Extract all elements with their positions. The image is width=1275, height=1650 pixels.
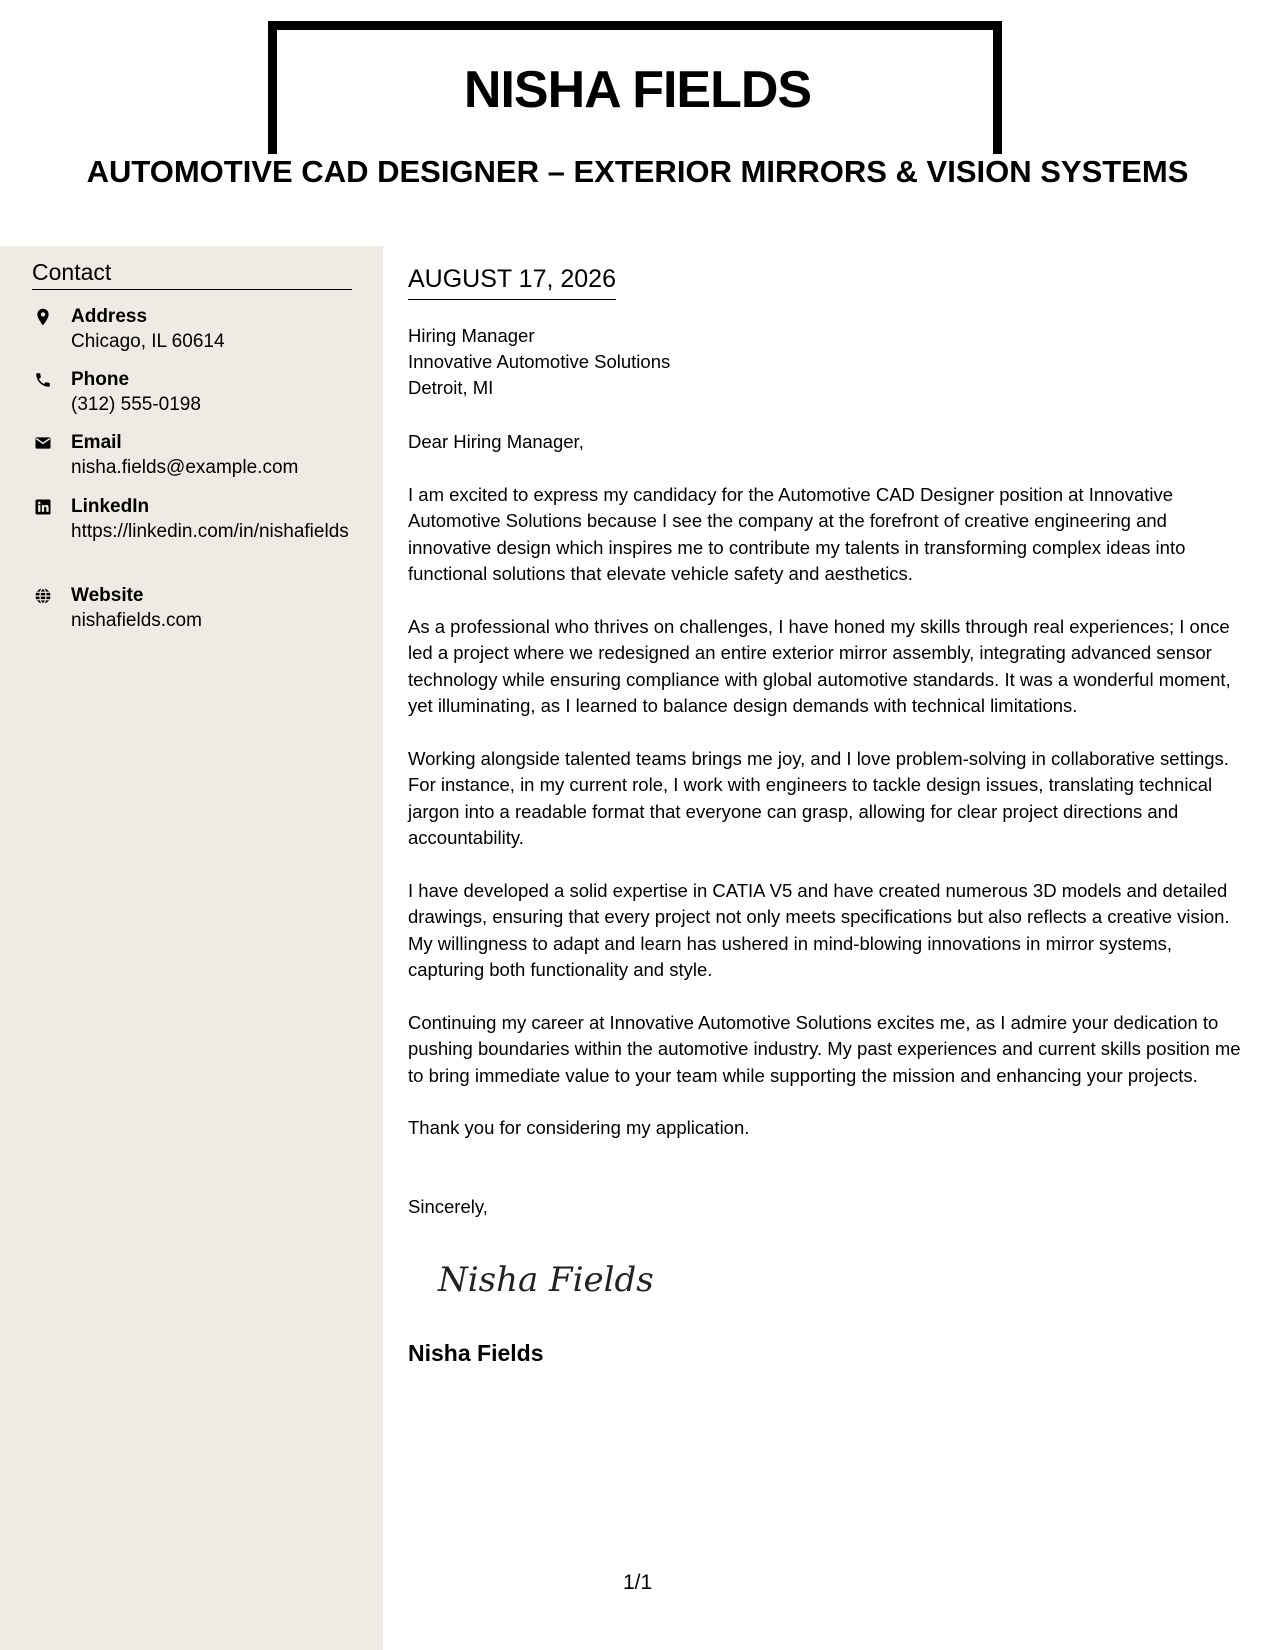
- handwritten-signature: [434, 1253, 664, 1305]
- page-number: 1/1: [623, 1571, 653, 1594]
- map-pin-icon: [34, 308, 52, 326]
- signature-text: Nisha Fields: [438, 1260, 654, 1300]
- linkedin-icon: [34, 498, 52, 516]
- job-title: AUTOMOTIVE CAD DESIGNER – EXTERIOR MIRRORS & VISION SYSTEMS: [86, 154, 1189, 189]
- phone-icon: [34, 371, 52, 389]
- phone-value: (312) 555-0198: [71, 394, 201, 415]
- signer-name: Nisha Fields: [408, 1340, 544, 1366]
- recipient-line: Innovative Automotive Solutions: [408, 351, 671, 372]
- contact-heading: Contact: [32, 259, 352, 290]
- address-label: Address: [71, 306, 148, 327]
- body-paragraph: As a professional who thrives on challenges, I have honed my skills through real experiences; I once led a project where we redesigned an entire exterior mirror assembly, integrating advanced sensor technology while ensuring compliance with global automotive standards. It was a wonderful moment, yet illuminating, as I learned to balance design demands with technical limitations.: [408, 615, 1231, 716]
- closing: Sincerely,: [408, 1196, 488, 1217]
- phone-label: Phone: [71, 369, 130, 390]
- email-value: nisha.fields@example.com: [71, 457, 299, 478]
- email-label: Email: [71, 432, 122, 453]
- body-paragraph: I have developed a solid expertise in CATIA V5 and have created numerous 3D models and detailed drawings, ensuring that every project not only meets specifications but also reflects a creative vision. My willingness to adapt and learn has ushered in mind-blowing innovations in mirror systems, capturing both functionality and style.: [408, 879, 1230, 980]
- website-label: Website: [71, 585, 144, 606]
- globe-icon: [34, 587, 52, 605]
- recipient-line: Hiring Manager: [408, 325, 535, 346]
- body-paragraph: Thank you for considering my application.: [408, 1117, 750, 1138]
- recipient-line: Detroit, MI: [408, 377, 494, 398]
- body-paragraph: I am excited to express my candidacy for the Automotive CAD Designer position at Innovative Automotive Solutions because I see the company at the forefront of creative engineering and innovative design which inspires me to contribute my talents in transforming complex ideas into functional solutions that elevate vehicle safety and aesthetics.: [408, 483, 1186, 584]
- envelope-icon: [34, 434, 52, 452]
- letter-body: [408, 429, 1248, 1168]
- body-paragraph: Continuing my career at Innovative Automotive Solutions excites me, as I admire your dedication to pushing boundaries within the automotive industry. My past experiences and current skills position me to bring immediate value to your team while supporting the mission and enhancing your projects.: [408, 1011, 1241, 1086]
- address-value: Chicago, IL 60614: [71, 331, 225, 352]
- salutation: Dear Hiring Manager,: [408, 431, 584, 452]
- recipient-block: [408, 323, 670, 401]
- linkedin-value[interactable]: https://linkedin.com/in/nishafields: [71, 521, 349, 542]
- letter-date: AUGUST 17, 2026: [408, 265, 616, 300]
- candidate-name: NISHA FIELDS: [463, 61, 812, 119]
- website-value[interactable]: nishafields.com: [71, 610, 202, 631]
- body-paragraph: Working alongside talented teams brings me joy, and I love problem-solving in collaborative settings. For instance, in my current role, I work with engineers to tackle design issues, translating technical jargon into a readable format that everyone can grasp, allowing for clear project directions and accountability.: [408, 747, 1229, 848]
- linkedin-label: LinkedIn: [71, 496, 150, 517]
